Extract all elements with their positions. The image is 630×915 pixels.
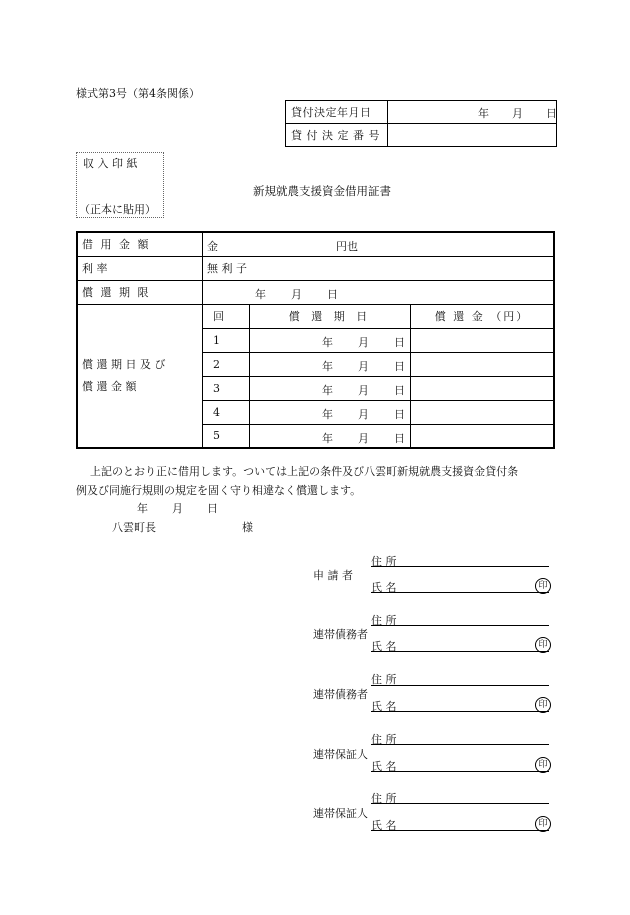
revenue-stamp-box — [76, 152, 164, 218]
schedule-label-line-1: 償 還 期 日 及 び — [82, 357, 166, 371]
signer-address-field[interactable] — [371, 803, 549, 804]
decision-table — [285, 100, 557, 147]
loan-terms-table — [76, 231, 555, 449]
interest-label: 利 率 — [82, 262, 108, 275]
decision-number-label: 貸 付 決 定 番 号 — [286, 124, 388, 147]
signer-address-label: 住 所 — [371, 673, 397, 686]
signer-address-label: 住 所 — [371, 733, 397, 746]
decision-date-field[interactable] — [388, 101, 557, 124]
signer-address-field[interactable] — [371, 744, 549, 745]
row-day-label: 日 — [394, 431, 405, 445]
seal-icon: 印 — [535, 816, 551, 832]
signer-role: 連帯保証人 — [313, 748, 368, 761]
signer-name-label: 氏 名 — [371, 819, 397, 832]
decision-day-label: 日 — [546, 107, 557, 120]
signer-name-field[interactable] — [371, 771, 549, 772]
form-number: 様式第3号（第4条関係） — [76, 87, 200, 100]
schedule-row-amount[interactable] — [411, 424, 555, 448]
deadline-field[interactable] — [203, 280, 555, 304]
body-text-line-1: 上記のとおり正に借用します。ついては上記の条件及び八雲町新規就農支援資金貸付条 — [90, 465, 519, 478]
signer-address-field[interactable] — [371, 685, 549, 686]
signer-role: 連帯保証人 — [313, 807, 368, 820]
row-month-label: 月 — [358, 407, 369, 421]
deadline-month-label: 月 — [291, 287, 302, 301]
signer-name-field[interactable] — [371, 711, 549, 712]
schedule-row-amount[interactable] — [411, 352, 555, 376]
signer-name-label: 氏 名 — [371, 581, 397, 594]
schedule-row-amount[interactable] — [411, 376, 555, 400]
schedule-row-date[interactable] — [250, 424, 411, 448]
loan-amount-field[interactable] — [203, 232, 555, 256]
row-month-label: 月 — [358, 359, 369, 373]
interest-value: 無 利 子 — [203, 256, 555, 280]
loan-amount-prefix: 金 — [207, 240, 218, 253]
row-day-label: 日 — [394, 335, 405, 349]
signer-name-field[interactable] — [371, 592, 549, 593]
row-year-label: 年 — [322, 335, 333, 349]
signer-address-label: 住 所 — [371, 792, 397, 805]
signer-address-label: 住 所 — [371, 555, 397, 568]
row-day-label: 日 — [394, 359, 405, 373]
body-text-line-2: 例及び同施行規則の規定を固く守り相違なく償還します。 — [76, 484, 362, 497]
row-year-label: 年 — [322, 359, 333, 373]
col-amount-header: 償 還 金 （円） — [411, 304, 555, 328]
addressee-name: 八雲町長 — [112, 521, 156, 534]
row-month-label: 月 — [358, 431, 369, 445]
seal-icon: 印 — [535, 697, 551, 713]
interest-label-cell — [77, 256, 203, 280]
signer-name-label: 氏 名 — [371, 700, 397, 713]
schedule-row-amount[interactable] — [411, 400, 555, 424]
decision-month-label: 月 — [512, 107, 523, 120]
signer-name-field[interactable] — [371, 830, 549, 831]
schedule-row-date[interactable] — [250, 352, 411, 376]
seal-icon: 印 — [535, 578, 551, 594]
row-year-label: 年 — [322, 431, 333, 445]
schedule-row-no: 1 — [203, 328, 250, 352]
schedule-row-no: 4 — [203, 400, 250, 424]
col-no-header: 回 — [203, 304, 250, 328]
deadline-year-label: 年 — [255, 287, 266, 301]
row-month-label: 月 — [358, 383, 369, 397]
addressee-suffix: 様 — [242, 521, 253, 534]
date-day-label: 日 — [207, 502, 218, 515]
row-year-label: 年 — [322, 407, 333, 421]
signer-role: 申 請 者 — [313, 569, 353, 582]
schedule-row-date[interactable] — [250, 400, 411, 424]
schedule-row-amount[interactable] — [411, 328, 555, 352]
deadline-label: 償 還 期 限 — [77, 280, 203, 304]
seal-icon: 印 — [535, 637, 551, 653]
stamp-note: （正本に貼用） — [79, 203, 156, 216]
schedule-label-line-2: 償 還 金 額 — [82, 379, 137, 393]
signer-role: 連帯債務者 — [313, 688, 368, 701]
decision-number-field[interactable] — [388, 124, 557, 147]
col-date-header: 償 還 期 日 — [250, 304, 411, 328]
row-day-label: 日 — [394, 407, 405, 421]
schedule-row-no: 2 — [203, 352, 250, 376]
deadline-day-label: 日 — [327, 287, 338, 301]
schedule-label-cell — [77, 304, 203, 448]
decision-date-label: 貸付決定年月日 — [286, 101, 388, 124]
schedule-row-no: 5 — [203, 424, 250, 448]
date-month-label: 月 — [172, 502, 183, 515]
signer-role: 連帯債務者 — [313, 628, 368, 641]
document-title: 新規就農支援資金借用証書 — [253, 184, 391, 198]
signer-name-field[interactable] — [371, 651, 549, 652]
loan-amount-label: 借 用 金 額 — [77, 232, 203, 256]
row-year-label: 年 — [322, 383, 333, 397]
schedule-row-date[interactable] — [250, 328, 411, 352]
date-year-label: 年 — [137, 502, 148, 515]
schedule-row-no: 3 — [203, 376, 250, 400]
stamp-title: 収 入 印 紙 — [83, 157, 138, 170]
row-month-label: 月 — [358, 335, 369, 349]
signer-name-label: 氏 名 — [371, 640, 397, 653]
signer-address-field[interactable] — [371, 566, 549, 567]
seal-icon: 印 — [535, 757, 551, 773]
signer-name-label: 氏 名 — [371, 760, 397, 773]
signer-address-field[interactable] — [371, 625, 549, 626]
loan-amount-suffix: 円也 — [336, 240, 358, 253]
signer-address-label: 住 所 — [371, 614, 397, 627]
row-day-label: 日 — [394, 383, 405, 397]
schedule-row-date[interactable] — [250, 376, 411, 400]
decision-year-label: 年 — [478, 107, 489, 120]
